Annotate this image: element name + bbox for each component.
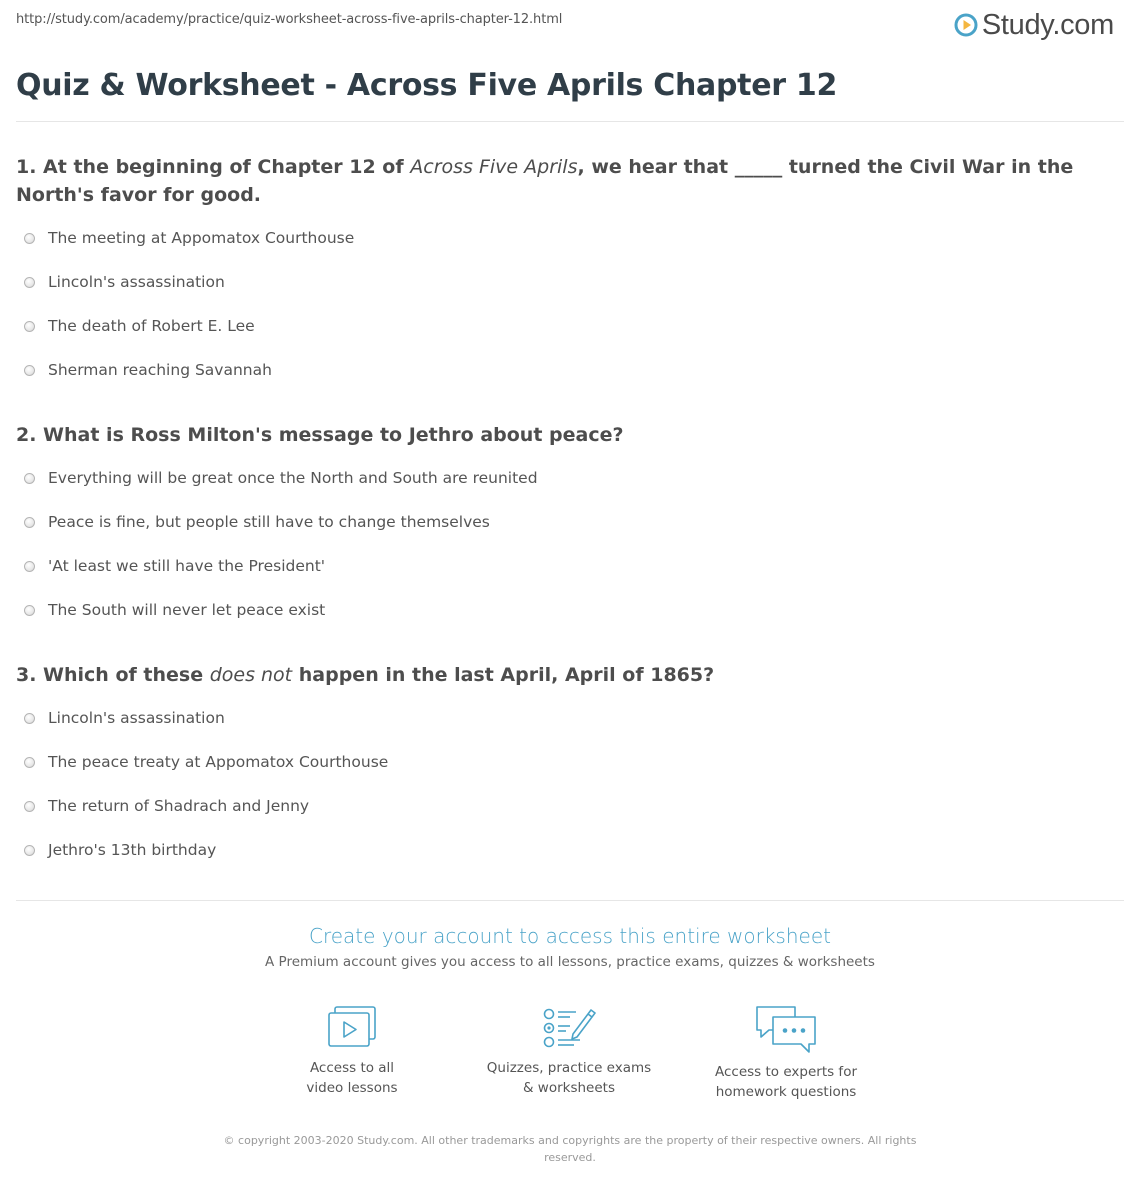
- option-label: Jethro's 13th birthday: [48, 841, 217, 859]
- feature-label: Access to experts for: [714, 1064, 857, 1080]
- question-text: , we hear that _____ turned the Civil War in the North's favor for good.: [16, 156, 1074, 206]
- radio-button[interactable]: [24, 757, 35, 768]
- option-label: The death of Robert E. Lee: [48, 317, 255, 335]
- radio-button[interactable]: [24, 561, 35, 572]
- answer-option[interactable]: [24, 227, 354, 249]
- answer-option[interactable]: [24, 599, 325, 621]
- option-label: The return of Shadrach and Jenny: [48, 797, 310, 815]
- top-bar: [0, 0, 1140, 60]
- answer-option[interactable]: [24, 359, 272, 381]
- answer-option[interactable]: [24, 271, 225, 293]
- study-logo[interactable]: [954, 6, 1114, 44]
- page-url: http://study.com/academy/practice/quiz-worksheet-across-five-aprils-chapter-12.html: [16, 12, 563, 27]
- option-label: Lincoln's assassination: [48, 273, 225, 291]
- cta-subtitle: A Premium account gives you access to all lessons, practice exams, quizzes & worksheets: [265, 954, 875, 970]
- feature-label: homework questions: [715, 1084, 857, 1100]
- question-text: 3. Which of these: [16, 664, 210, 686]
- divider: [16, 121, 1124, 122]
- option-label: 'At least we still have the President': [48, 557, 326, 575]
- radio-button[interactable]: [24, 473, 35, 484]
- question-3: [16, 661, 1124, 689]
- question-text: 1. At the beginning of Chapter 12 of: [16, 156, 411, 178]
- footer: [0, 1132, 1140, 1166]
- option-label: Everything will be great once the North and South are reunited: [48, 469, 538, 487]
- cta-title[interactable]: Create your account to access this entire worksheet: [309, 924, 831, 948]
- radio-button[interactable]: [24, 605, 35, 616]
- answer-option[interactable]: [24, 707, 225, 729]
- option-label: Lincoln's assassination: [48, 709, 225, 727]
- feature-experts: [686, 1004, 886, 1102]
- question-emphasis: does not: [209, 664, 293, 686]
- play-circle-logo-icon: [954, 13, 978, 37]
- quiz-checklist-icon: [540, 1004, 598, 1050]
- radio-button[interactable]: [24, 845, 35, 856]
- answer-option[interactable]: [24, 315, 255, 337]
- radio-button[interactable]: [24, 801, 35, 812]
- option-label: The South will never let peace exist: [48, 601, 326, 619]
- radio-button[interactable]: [24, 233, 35, 244]
- radio-button[interactable]: [24, 365, 35, 376]
- radio-button[interactable]: [24, 321, 35, 332]
- answer-option[interactable]: [24, 467, 538, 489]
- radio-button[interactable]: [24, 517, 35, 528]
- chat-bubbles-icon: [753, 1004, 819, 1054]
- logo-text: Study.com: [981, 8, 1114, 41]
- answer-option[interactable]: [24, 839, 216, 861]
- answer-option[interactable]: [24, 795, 309, 817]
- copyright-text: © copyright 2003-2020 Study.com. All other trademarks and copyrights are the property of their respective owners. All rights reserved.: [223, 1134, 917, 1164]
- answer-option[interactable]: [24, 555, 325, 577]
- answer-option[interactable]: [24, 751, 388, 773]
- option-label: Peace is fine, but people still have to change themselves: [48, 513, 490, 531]
- option-label: Sherman reaching Savannah: [48, 361, 272, 379]
- feature-quizzes: [469, 1004, 669, 1098]
- question-1: [16, 153, 1124, 209]
- divider: [16, 900, 1124, 901]
- question-2: [16, 421, 1124, 449]
- answer-option[interactable]: [24, 511, 490, 533]
- feature-label: video lessons: [306, 1080, 398, 1096]
- question-text: happen in the last April, April of 1865?: [292, 664, 715, 686]
- page-title: Quiz & Worksheet - Across Five Aprils Chapter 12: [16, 68, 838, 103]
- question-text: 2. What is Ross Milton's message to Jethro about peace?: [16, 424, 624, 446]
- option-label: The peace treaty at Appomatox Courthouse: [48, 753, 389, 771]
- video-lessons-icon: [326, 1004, 378, 1050]
- radio-button[interactable]: [24, 713, 35, 724]
- feature-video-lessons: [252, 1004, 452, 1098]
- feature-label: Quizzes, practice exams: [486, 1060, 652, 1076]
- question-emphasis: Across Five Aprils: [410, 156, 578, 178]
- radio-button[interactable]: [24, 277, 35, 288]
- feature-label: & worksheets: [522, 1080, 615, 1096]
- option-label: The meeting at Appomatox Courthouse: [48, 229, 355, 247]
- feature-label: Access to all: [309, 1060, 395, 1076]
